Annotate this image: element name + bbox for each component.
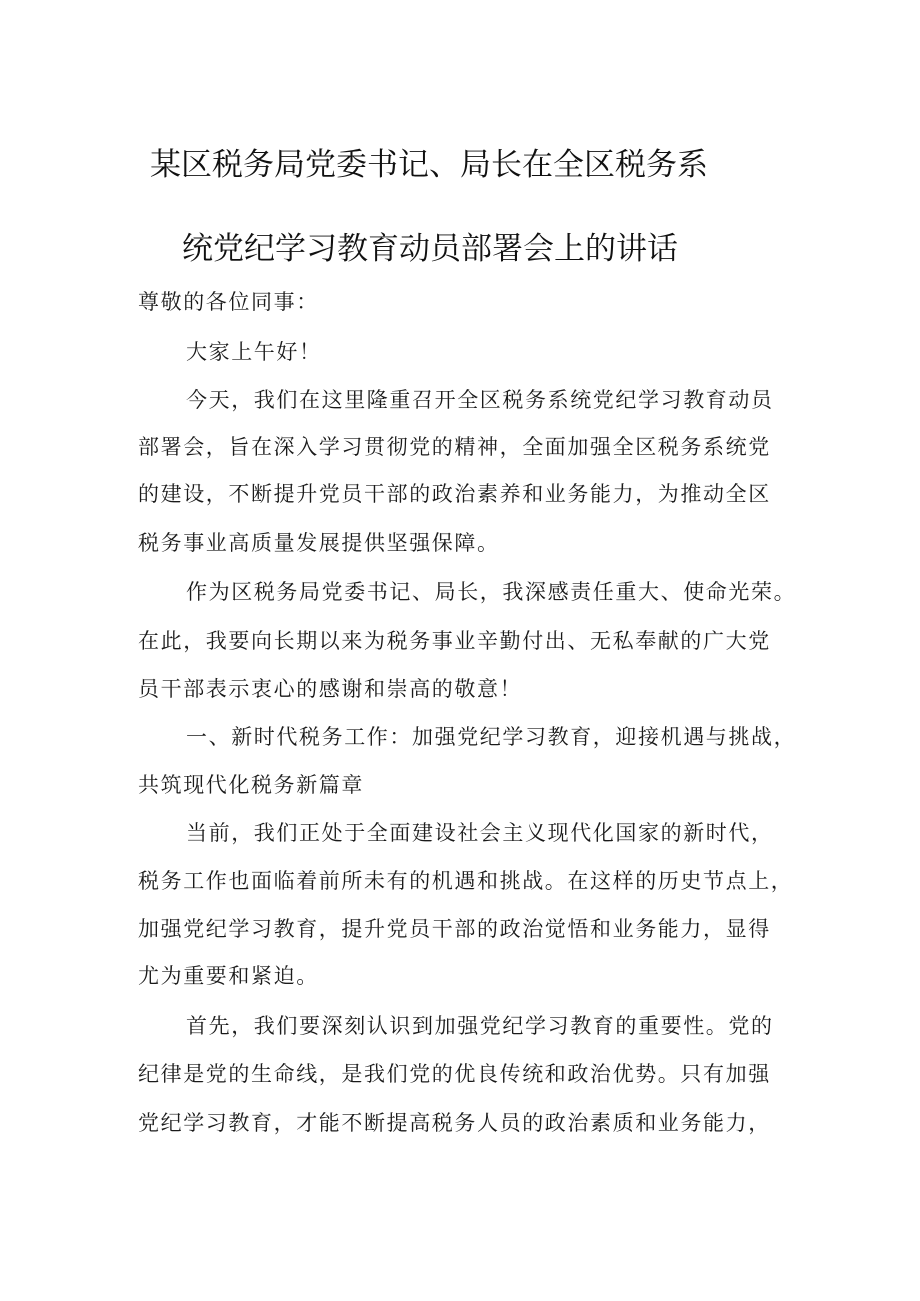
paragraph-line: 员干部表示衷心的感谢和崇高的敬意！	[138, 677, 523, 701]
greeting: 大家上午好！	[186, 340, 322, 364]
paragraph-line: 作为区税务局党委书记、局长，我深感责任重大、使命光荣。	[186, 580, 797, 604]
paragraph-line: 尤为重要和紧迫。	[138, 964, 319, 988]
document-title-line-2: 统党纪学习教育动员部署会上的讲话	[182, 231, 678, 267]
paragraph-line: 当前，我们正处于全面建设社会主义现代化国家的新时代，	[186, 821, 774, 845]
section-heading-line: 一、新时代税务工作：加强党纪学习教育，迎接机遇与挑战，	[186, 725, 797, 749]
salutation: 尊敬的各位同事：	[138, 290, 319, 314]
section-heading-line: 共筑现代化税务新篇章	[138, 773, 364, 797]
paragraph-line: 部署会，旨在深入学习贯彻党的精神，全面加强全区税务系统党	[138, 435, 771, 459]
paragraph-line: 税务事业高质量发展提供坚强保障。	[138, 531, 500, 555]
paragraph-line: 纪律是党的生命线，是我们党的优良传统和政治优势。只有加强	[138, 1062, 771, 1086]
paragraph-line: 今天，我们在这里隆重召开全区税务系统党纪学习教育动员	[186, 388, 774, 412]
paragraph-line: 首先，我们要深刻认识到加强党纪学习教育的重要性。党的	[186, 1014, 774, 1038]
document-title-line-1: 某区税务局党委书记、局长在全区税务系	[150, 147, 708, 183]
paragraph-line: 在此，我要向长期以来为税务事业辛勤付出、无私奉献的广大党	[138, 629, 771, 653]
paragraph-line: 加强党纪学习教育，提升党员干部的政治觉悟和业务能力，显得	[138, 917, 771, 941]
paragraph-line: 税务工作也面临着前所未有的机遇和挑战。在这样的历史节点上，	[138, 869, 794, 893]
paragraph-line: 党纪学习教育，才能不断提高税务人员的政治素质和业务能力，	[138, 1111, 771, 1135]
paragraph-line: 的建设，不断提升党员干部的政治素养和业务能力，为推动全区	[138, 482, 771, 506]
